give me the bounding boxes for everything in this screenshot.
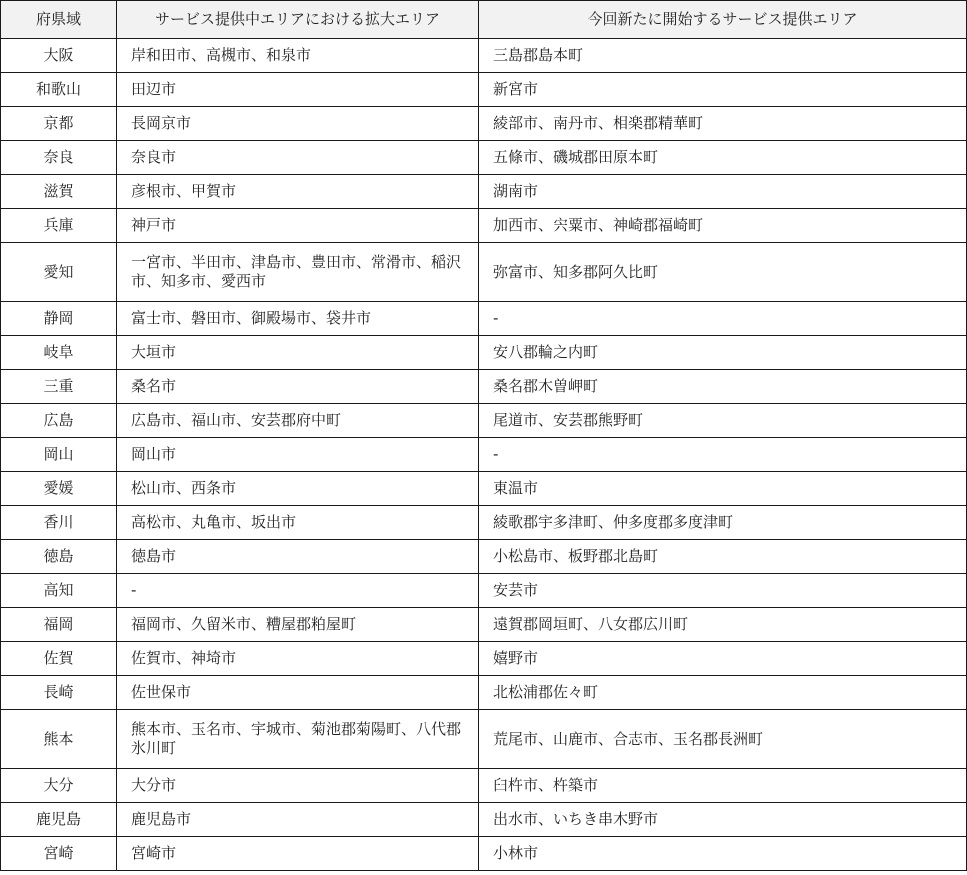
expanded-area-cell: 松山市、西条市 bbox=[117, 472, 479, 506]
expanded-area-cell: 神戸市 bbox=[117, 209, 479, 243]
prefecture-cell: 岡山 bbox=[1, 438, 117, 472]
expanded-area-cell: 彦根市、甲賀市 bbox=[117, 175, 479, 209]
new-area-cell: 湖南市 bbox=[479, 175, 967, 209]
header-expanded-area: サービス提供中エリアにおける拡大エリア bbox=[117, 1, 479, 39]
expanded-area-cell: 富士市、磐田市、御殿場市、袋井市 bbox=[117, 302, 479, 336]
table-row bbox=[1, 769, 967, 803]
expanded-area-cell: 佐世保市 bbox=[117, 676, 479, 710]
expanded-area-cell: 田辺市 bbox=[117, 73, 479, 107]
new-area-cell: 遠賀郡岡垣町、八女郡広川町 bbox=[479, 608, 967, 642]
expanded-area-cell: 岡山市 bbox=[117, 438, 479, 472]
prefecture-cell: 愛媛 bbox=[1, 472, 117, 506]
expanded-area-cell: 佐賀市、神埼市 bbox=[117, 642, 479, 676]
expanded-area-cell: 福岡市、久留米市、糟屋郡粕屋町 bbox=[117, 608, 479, 642]
prefecture-cell: 京都 bbox=[1, 107, 117, 141]
new-area-cell: 五條市、磯城郡田原本町 bbox=[479, 141, 967, 175]
expanded-area-cell: 高松市、丸亀市、坂出市 bbox=[117, 506, 479, 540]
new-area-cell: 安八郡輪之内町 bbox=[479, 336, 967, 370]
new-area-cell: 出水市、いちき串木野市 bbox=[479, 803, 967, 837]
prefecture-cell: 香川 bbox=[1, 506, 117, 540]
prefecture-cell: 広島 bbox=[1, 404, 117, 438]
expanded-area-cell: 宮崎市 bbox=[117, 837, 479, 871]
table-row bbox=[1, 710, 967, 769]
prefecture-cell: 長崎 bbox=[1, 676, 117, 710]
new-area-cell: 臼杵市、杵築市 bbox=[479, 769, 967, 803]
table-row bbox=[1, 404, 967, 438]
header-new-area: 今回新たに開始するサービス提供エリア bbox=[479, 1, 967, 39]
header-prefecture: 府県域 bbox=[1, 1, 117, 39]
header-row bbox=[1, 1, 967, 39]
expanded-area-cell: 広島市、福山市、安芸郡府中町 bbox=[117, 404, 479, 438]
new-area-cell: 小林市 bbox=[479, 837, 967, 871]
expanded-area-cell: 桑名市 bbox=[117, 370, 479, 404]
prefecture-cell: 静岡 bbox=[1, 302, 117, 336]
expanded-area-cell: 奈良市 bbox=[117, 141, 479, 175]
table-row bbox=[1, 73, 967, 107]
prefecture-cell: 大分 bbox=[1, 769, 117, 803]
prefecture-cell: 岐阜 bbox=[1, 336, 117, 370]
prefecture-cell: 高知 bbox=[1, 574, 117, 608]
table-row bbox=[1, 608, 967, 642]
expanded-area-cell: 鹿児島市 bbox=[117, 803, 479, 837]
new-area-cell: 三島郡島本町 bbox=[479, 39, 967, 73]
table-row bbox=[1, 574, 967, 608]
expanded-area-cell: - bbox=[117, 574, 479, 608]
table-row bbox=[1, 642, 967, 676]
new-area-cell: 綾部市、南丹市、相楽郡精華町 bbox=[479, 107, 967, 141]
table-row bbox=[1, 506, 967, 540]
expanded-area-cell: 大分市 bbox=[117, 769, 479, 803]
table-row bbox=[1, 209, 967, 243]
prefecture-cell: 兵庫 bbox=[1, 209, 117, 243]
new-area-cell: - bbox=[479, 438, 967, 472]
table-row bbox=[1, 370, 967, 404]
prefecture-cell: 徳島 bbox=[1, 540, 117, 574]
prefecture-cell: 和歌山 bbox=[1, 73, 117, 107]
new-area-cell: 桑名郡木曽岬町 bbox=[479, 370, 967, 404]
table-row bbox=[1, 837, 967, 871]
table-row bbox=[1, 141, 967, 175]
new-area-cell: 嬉野市 bbox=[479, 642, 967, 676]
table-row bbox=[1, 676, 967, 710]
expanded-area-cell: 大垣市 bbox=[117, 336, 479, 370]
prefecture-cell: 三重 bbox=[1, 370, 117, 404]
prefecture-cell: 佐賀 bbox=[1, 642, 117, 676]
prefecture-cell: 熊本 bbox=[1, 710, 117, 769]
new-area-cell: 東温市 bbox=[479, 472, 967, 506]
new-area-cell: 小松島市、板野郡北島町 bbox=[479, 540, 967, 574]
prefecture-cell: 鹿児島 bbox=[1, 803, 117, 837]
table-row bbox=[1, 336, 967, 370]
prefecture-cell: 福岡 bbox=[1, 608, 117, 642]
table-row bbox=[1, 438, 967, 472]
table-row bbox=[1, 803, 967, 837]
expanded-area-cell: 熊本市、玉名市、宇城市、菊池郡菊陽町、八代郡氷川町 bbox=[117, 710, 479, 769]
expanded-area-cell: 徳島市 bbox=[117, 540, 479, 574]
table-row bbox=[1, 175, 967, 209]
expanded-area-cell: 長岡京市 bbox=[117, 107, 479, 141]
new-area-cell: 荒尾市、山鹿市、合志市、玉名郡長洲町 bbox=[479, 710, 967, 769]
table-row bbox=[1, 472, 967, 506]
prefecture-cell: 滋賀 bbox=[1, 175, 117, 209]
new-area-cell: 加西市、宍粟市、神崎郡福崎町 bbox=[479, 209, 967, 243]
prefecture-cell: 奈良 bbox=[1, 141, 117, 175]
new-area-cell: 北松浦郡佐々町 bbox=[479, 676, 967, 710]
table-row bbox=[1, 302, 967, 336]
expanded-area-cell: 一宮市、半田市、津島市、豊田市、常滑市、稲沢市、知多市、愛西市 bbox=[117, 243, 479, 302]
table-row bbox=[1, 243, 967, 302]
prefecture-cell: 大阪 bbox=[1, 39, 117, 73]
prefecture-cell: 愛知 bbox=[1, 243, 117, 302]
table-row bbox=[1, 39, 967, 73]
expanded-area-cell: 岸和田市、高槻市、和泉市 bbox=[117, 39, 479, 73]
new-area-cell: 弥富市、知多郡阿久比町 bbox=[479, 243, 967, 302]
prefecture-cell: 宮崎 bbox=[1, 837, 117, 871]
table-row bbox=[1, 107, 967, 141]
new-area-cell: 新宮市 bbox=[479, 73, 967, 107]
new-area-cell: 尾道市、安芸郡熊野町 bbox=[479, 404, 967, 438]
new-area-cell: 綾歌郡宇多津町、仲多度郡多度津町 bbox=[479, 506, 967, 540]
table-row bbox=[1, 540, 967, 574]
new-area-cell: - bbox=[479, 302, 967, 336]
new-area-cell: 安芸市 bbox=[479, 574, 967, 608]
